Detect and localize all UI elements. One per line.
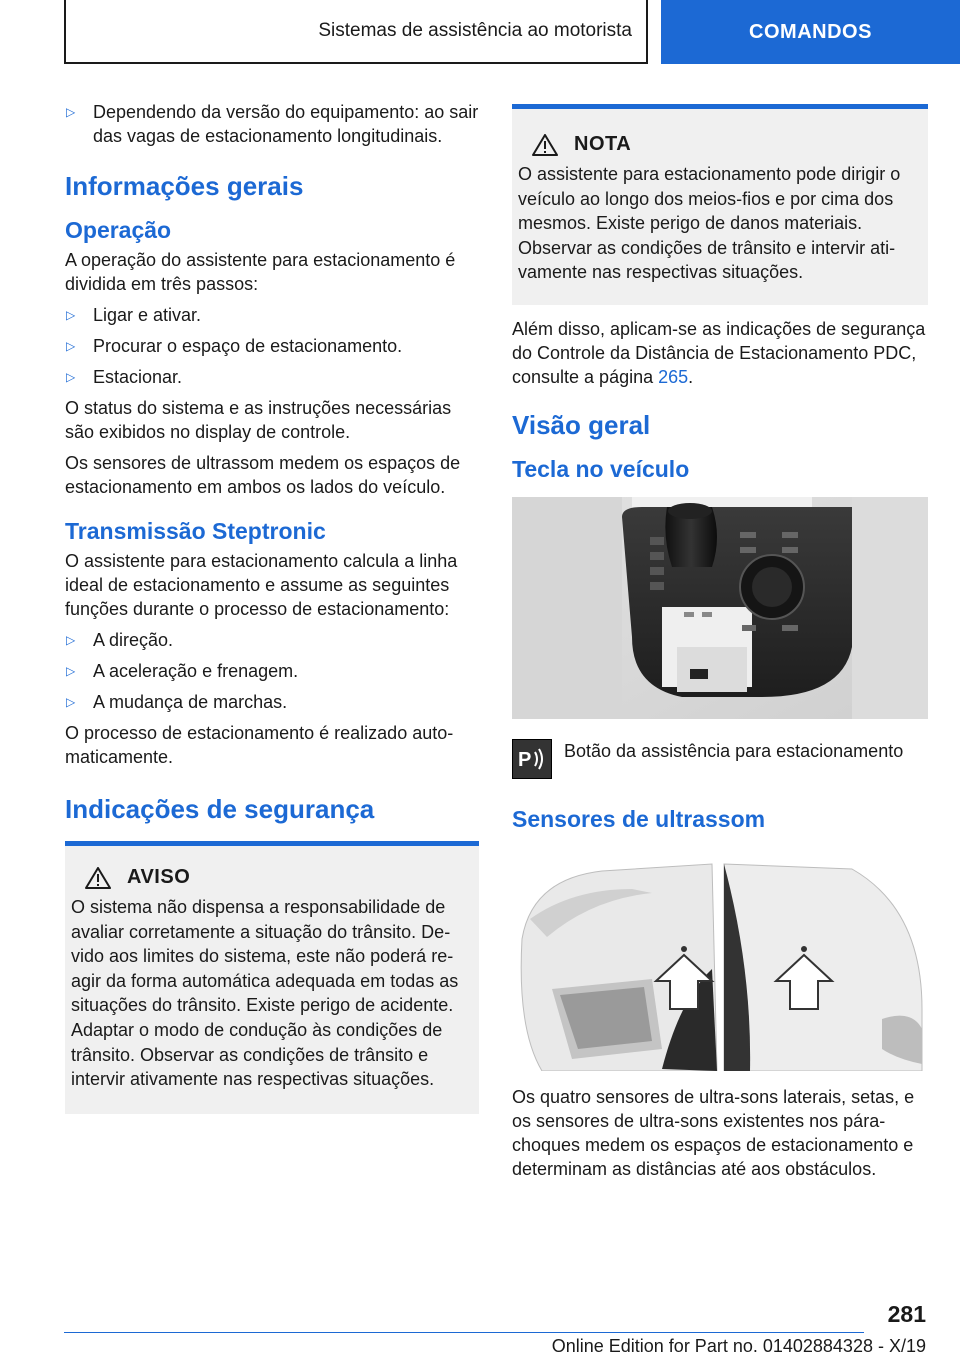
bumper-sensors-illustration (512, 849, 928, 1071)
paragraph-automatico: O processo de estacionamento é realizado automaticamente. (65, 723, 454, 767)
subheading-steptronic: Transmissão Steptronic (65, 518, 326, 544)
heading-indicacoes-seguranca: Indicações de segurança (65, 794, 375, 824)
list-item: ▷ A mudança de marchas. (66, 692, 288, 712)
list-item: ▷ A aceleração e frenagem. (66, 661, 299, 681)
ultrasonic-sensors-image (512, 849, 928, 1071)
paragraph-sensores: Os sensores de ultrassom medem os espaços de estacionamento em ambos os lados do veículo. (65, 453, 461, 497)
warning-triangle-icon (532, 134, 558, 156)
park-assist-button-icon (512, 739, 552, 779)
bullet-triangle-icon: ▷ (66, 339, 76, 353)
warning-text: O sistema não dispensa a responsabilidade de avaliar corretamente a situação do trânsito. Devido aos limites do sistema, este não poderá reagir da forma automática adequada em todas as situações do trânsito. Existe perigo de acidente. Adaptar o modo de condução às condições de trânsito. Observar as condições de trânsito e intervir ativamente nas respectivas situações. (71, 897, 459, 1090)
list-item: ▷ Estacionar. (66, 367, 183, 387)
bullet-triangle-icon: ▷ (66, 308, 76, 322)
warning-box-aviso (65, 841, 479, 1114)
warning-triangle-icon (85, 867, 111, 889)
bullet-triangle-icon: ▷ (66, 664, 76, 678)
page-number: 281 (887, 1301, 926, 1327)
notice-title: NOTA (574, 133, 632, 155)
right-column (512, 104, 928, 1188)
paragraph-quatro-sensores: Os quatro sensores de ultra-sons laterais, setas, e os sensores de ultra-sons existentes nos pára-choques medem os espaços de estacionamento e determinam as distâncias até aos obstáculos. (512, 1086, 915, 1179)
warning-title: AVISO (127, 866, 191, 888)
footer-divider (64, 1332, 864, 1333)
heading-visao-geral: Visão geral (512, 409, 651, 440)
bullet-triangle-icon: ▷ (66, 370, 76, 384)
page-reference-link[interactable]: 265 (658, 366, 689, 387)
list-item: ▷ Dependendo da versão do equipamento: ao sair das vagas de estacionamento longitudinais. (66, 102, 479, 146)
paragraph-status: O status do sistema e as instruções necessárias são exibidos no display de controle. (65, 398, 452, 442)
console-image (512, 497, 928, 719)
list-item: ▷ A direção. (66, 630, 174, 650)
heading-informacoes-gerais: Informações gerais (65, 171, 304, 201)
bullet-triangle-icon: ▷ (66, 695, 76, 709)
footer-edition: Online Edition for Part no. 01402884328 - X/19 (551, 1336, 926, 1356)
subheading-operacao: Operação (65, 217, 172, 243)
subheading-sensores-ultrassom: Sensores de ultrassom (512, 805, 766, 832)
list-item: ▷ Ligar e ativar. (66, 305, 202, 325)
list-item: ▷ Procurar o espaço de estacionamento. (66, 336, 403, 356)
notice-text: O assistente para estacionamento pode dirigir o veículo ao longo dos meios-fios e por cima dos mesmos. Existe perigo de danos materiais. Observar as condições de trânsito e intervir ativamente nas respectivas situações. (518, 164, 901, 283)
caption-park-assist-button: P Botão da assistência para estacionamento (512, 739, 928, 779)
left-column (65, 100, 479, 1114)
paragraph-alem-disso: Além disso, aplicam-se as indicações de segurança do Controle da Distância de Estacionamento PDC, consulte a página 265. (512, 318, 926, 387)
center-console-illustration (512, 497, 928, 719)
bullet-triangle-icon: ▷ (66, 105, 76, 119)
paragraph-operacao: A operação do assistente para estacionamento é dividida em três passos: (65, 250, 456, 294)
svg-text:P: P (518, 748, 532, 771)
header-section-title: Sistemas de assistência ao motorista (64, 0, 648, 64)
bullet-triangle-icon: ▷ (66, 633, 76, 647)
paragraph-steptronic: O assistente para estacionamento calcula a linha ideal de estacionamento e assume as seguintes funções durante o processo de estacionamento: (65, 551, 458, 619)
notice-box-nota (512, 104, 928, 305)
subheading-tecla-veiculo: Tecla no veículo (512, 455, 690, 482)
header-chapter-tab: COMANDOS (661, 0, 960, 64)
